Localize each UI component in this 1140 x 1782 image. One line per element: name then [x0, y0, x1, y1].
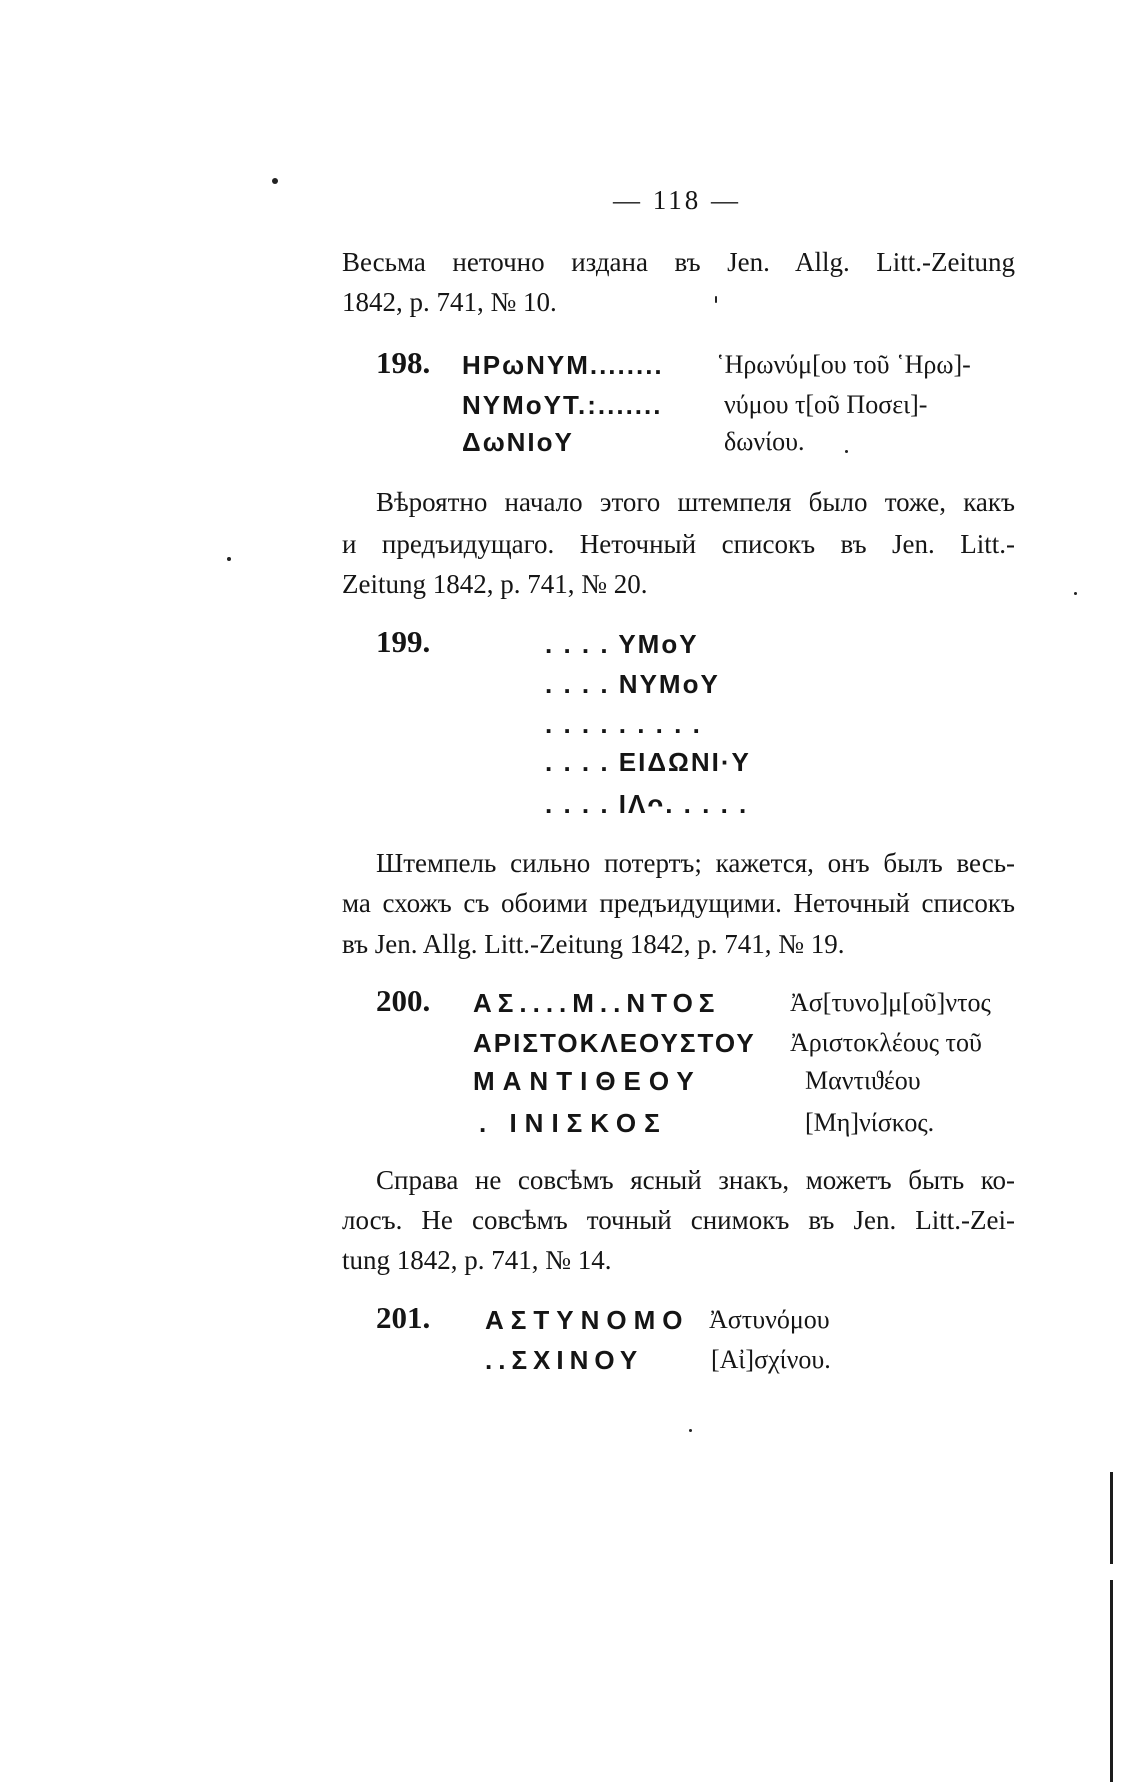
inscription-line: ..ΣΧΙΝΟΥ [485, 1345, 644, 1375]
inscription-line: ΑΣΤΥΝΟΜΟ [485, 1305, 690, 1335]
transcription-line: δωνίου. [724, 427, 805, 456]
inscription-line: . . . . . . . . . [545, 709, 702, 739]
inscription-line: ΗΡωΝΥΜ........ [462, 350, 664, 380]
paragraph-line: Весьма неточно издана въ Jen. Allg. Litt.-Zeitung [342, 247, 1015, 277]
paragraph-line: ма схожъ съ обоими предъидущими. Неточный списокъ [342, 888, 1015, 918]
paragraph-line: Zeitung 1842, p. 741, № 20. [342, 569, 648, 599]
transcription-line: Ἀριστοκλέους τοῦ [790, 1028, 982, 1057]
transcription-line: Μαντιϑέου [805, 1066, 921, 1095]
scan-speck [227, 557, 231, 561]
paragraph-line: Вѣроятно начало этого штемпеля было тоже, какъ [376, 487, 1015, 517]
inscription-line: ΝΥΜοΥΤ.:....... [462, 390, 663, 420]
inscription-line: ΜΑΝΤΙΘΕΟΥ [473, 1066, 702, 1096]
inscription-line: . . . . ΙΛᴖ. . . . . [545, 789, 749, 819]
page-number: — 118 — [613, 185, 741, 215]
paragraph-line: Штемпель сильно потертъ; кажется, онъ былъ весь- [376, 848, 1015, 878]
transcription-line: Ἀστυνόμου [709, 1305, 830, 1334]
transcription-line: Ἀσ[τυνο]μ[οῦ]ντος [790, 988, 991, 1017]
inscription-number: 198. [376, 345, 431, 380]
scan-speck [689, 1429, 692, 1432]
inscription-line: ΔωΝΙοΥ [462, 427, 574, 457]
transcription-line: νύμου τ[οῦ Ποσει]- [724, 390, 928, 419]
paragraph-line: и предъидущаго. Неточный списокъ въ Jen. Litt.- [342, 529, 1015, 559]
scan-speck [272, 178, 278, 184]
scan-speck [845, 450, 848, 453]
inscription-line: . . . . ΝΥΜοΥ [545, 669, 720, 699]
paragraph-line: Справа не совсѣмъ ясный знакъ, можетъ быть ко- [376, 1165, 1015, 1195]
inscription-line: ΑΡΙΣΤΟΚΛΕΟΥΣΤΟΥ [473, 1028, 756, 1058]
inscription-line: . ΙΝΙΣΚΟΣ [479, 1108, 668, 1138]
scan-speck [1074, 592, 1077, 595]
transcription-line: [Αἰ]σχίνου. [711, 1345, 831, 1374]
inscription-number: 200. [376, 983, 431, 1018]
inscription-line: . . . . ΥΜοΥ [545, 629, 699, 659]
inscription-line: . . . . ΕΙΔΩΝΙ·Υ [545, 747, 751, 777]
inscription-line: ΑΣ....Μ..ΝΤΟΣ [473, 988, 721, 1018]
transcription-line: ῾Ηρωνύμ[ου τοῦ ῾Ηρω]- [716, 350, 971, 379]
transcription-line: [Μη]νίσκος. [805, 1108, 935, 1137]
scan-edge-line [1110, 1580, 1113, 1782]
scan-edge-line [1110, 1472, 1113, 1564]
paragraph-line: tung 1842, p. 741, № 14. [342, 1245, 612, 1275]
paragraph-line: лосъ. Не совсѣмъ точный снимокъ въ Jen. Litt.-Zei- [342, 1205, 1015, 1235]
paragraph-line: въ Jen. Allg. Litt.-Zeitung 1842, p. 741, № 19. [342, 929, 845, 959]
paragraph-line: 1842, p. 741, № 10. [342, 287, 557, 317]
inscription-number: 199. [376, 624, 431, 659]
inscription-number: 201. [376, 1300, 431, 1335]
